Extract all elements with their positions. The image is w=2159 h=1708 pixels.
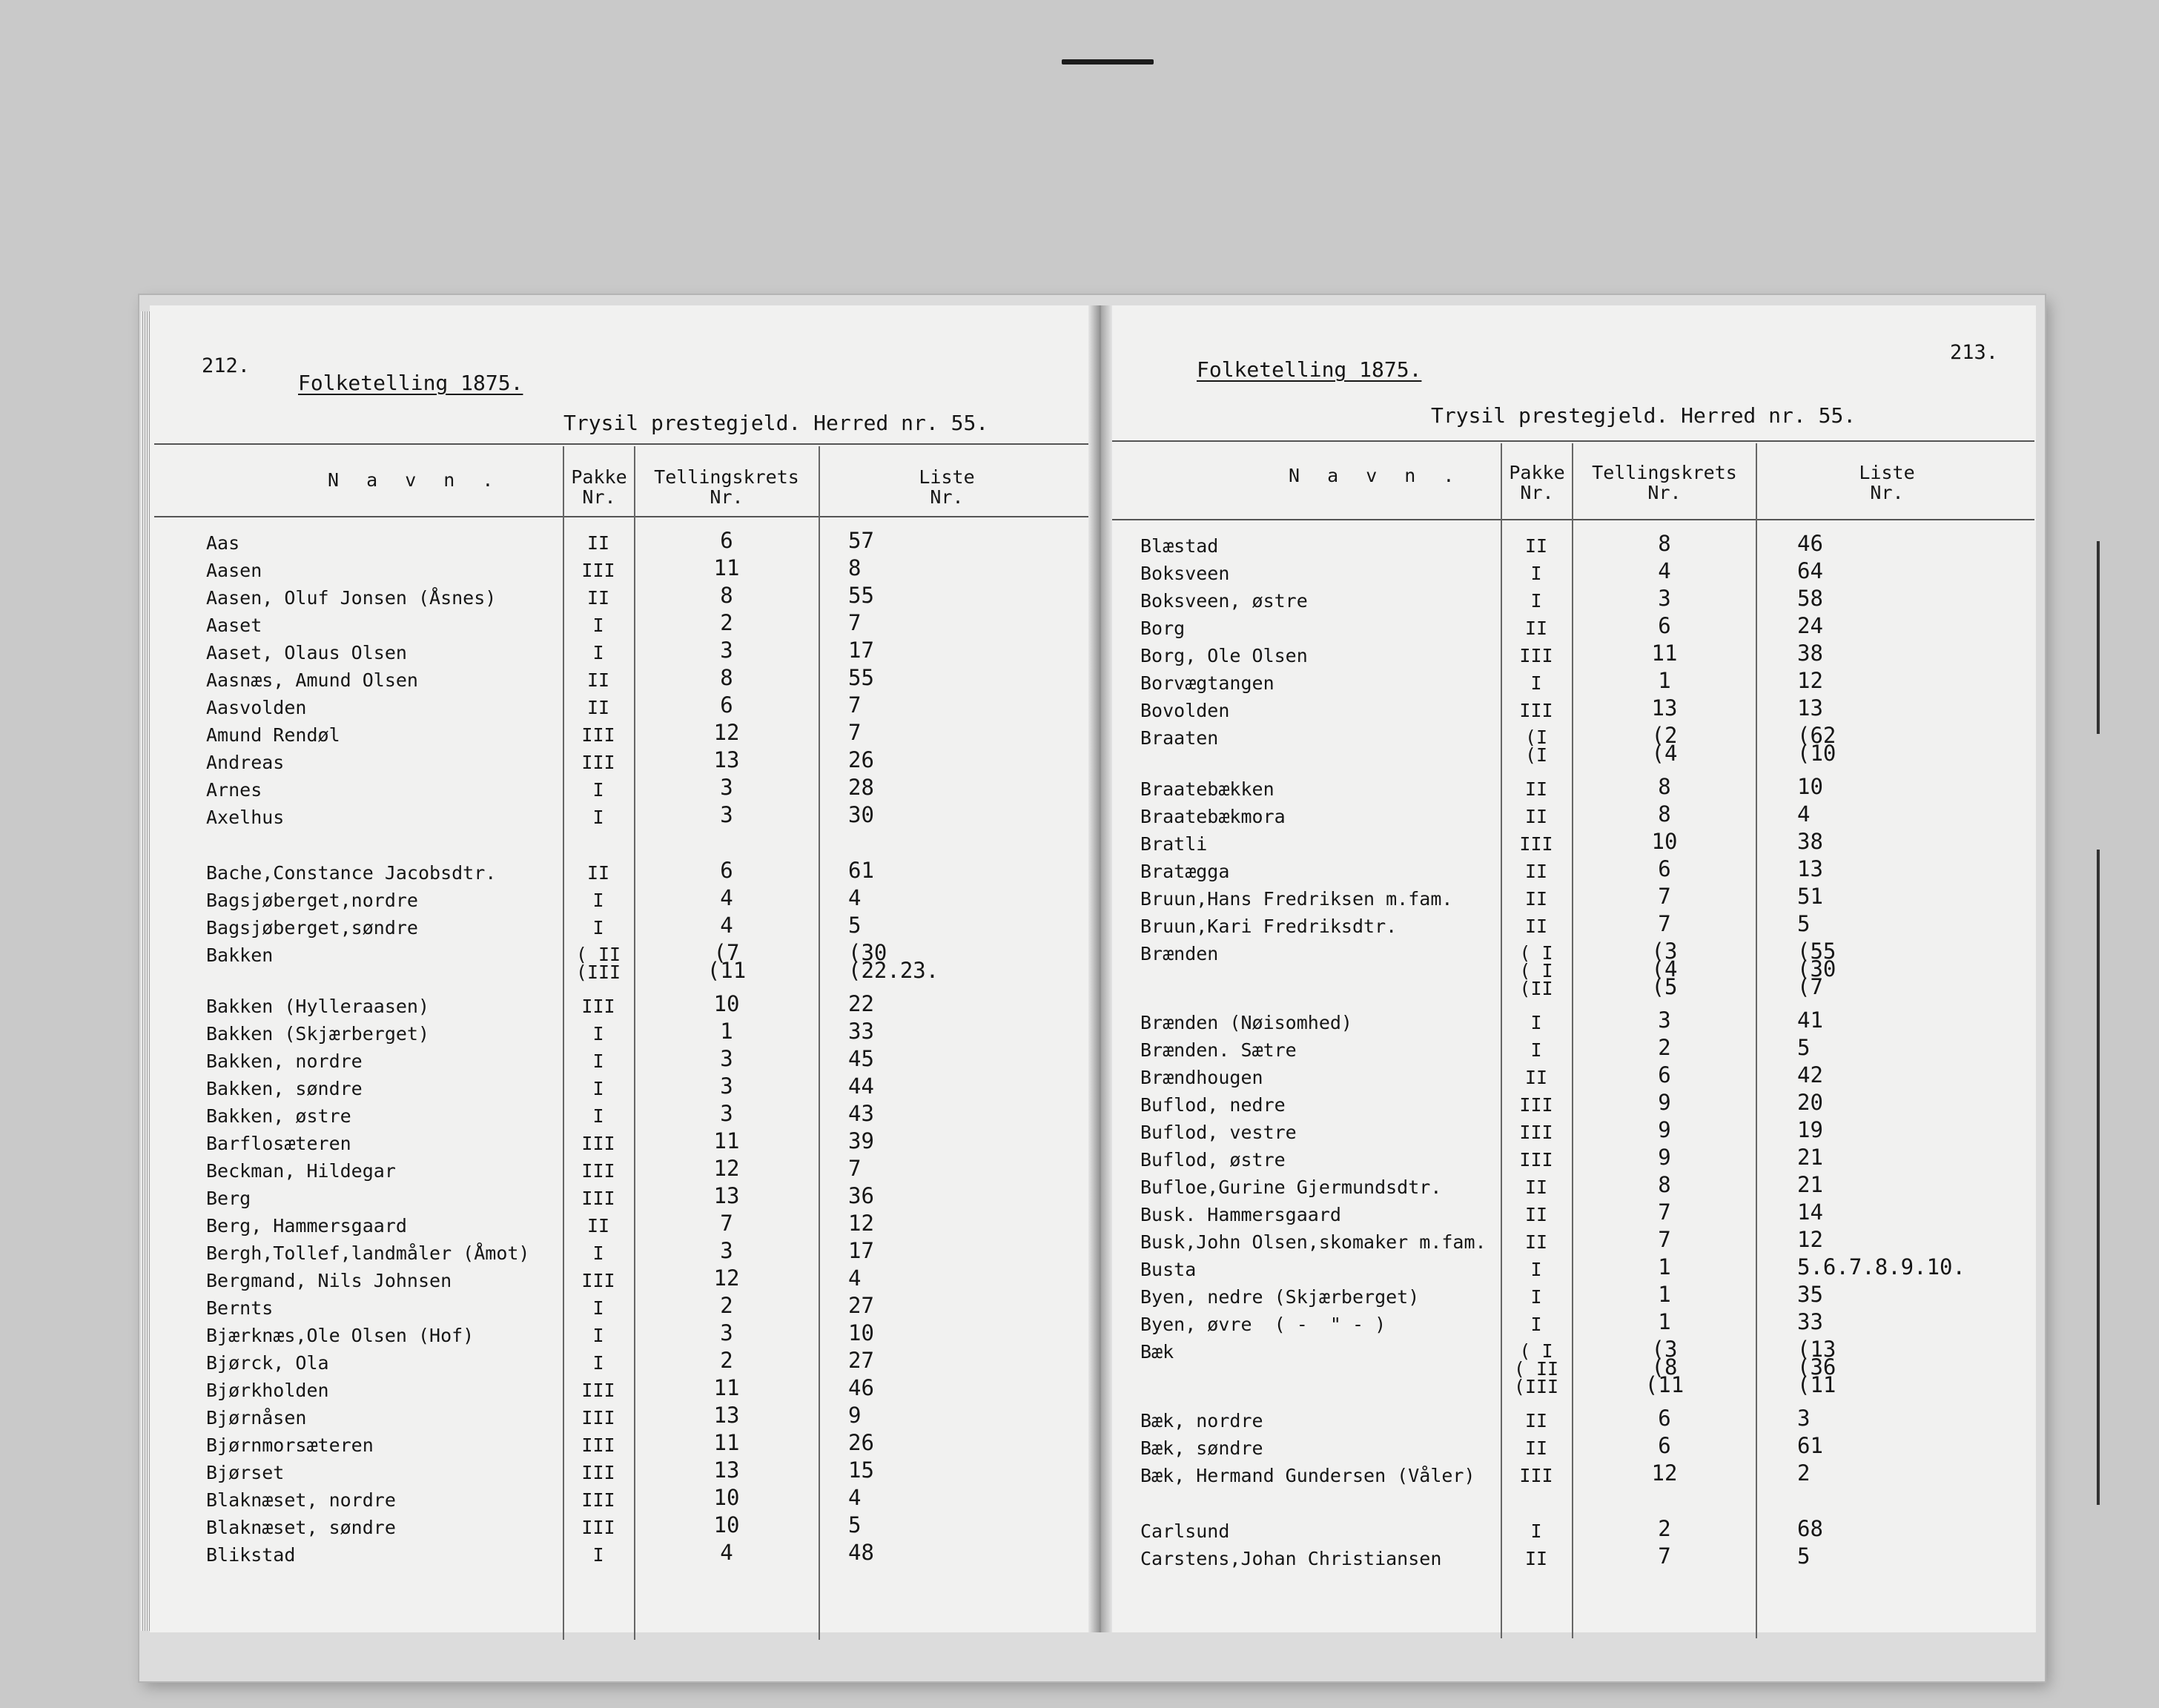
cell-pakke: ( II (III <box>575 944 621 983</box>
cell-krets: (3 (8 (11 <box>1644 1337 1684 1397</box>
cell-krets: 13 <box>713 1457 740 1483</box>
cell-name: Bergh,Tollef,landmåler (Åmot) <box>206 1242 530 1264</box>
cell-pakke: I <box>592 890 604 911</box>
cell-pakke: II <box>586 532 610 554</box>
cell-krets: 2 <box>720 610 733 635</box>
cell-name: Bakken, søndre <box>206 1078 363 1099</box>
cell-liste: 15 <box>848 1457 874 1483</box>
cell-liste: 27 <box>848 1348 874 1373</box>
cell-liste: 4 <box>848 1265 862 1291</box>
cell-liste: 12 <box>1797 1227 1823 1252</box>
cell-name: Bruun,Hans Fredriksen m.fam. <box>1140 888 1453 910</box>
cell-liste: 13 <box>1797 695 1823 721</box>
cell-pakke: II <box>586 669 610 691</box>
cell-liste: 38 <box>1797 640 1823 666</box>
cell-pakke: II <box>1524 1548 1548 1569</box>
cell-pakke: II <box>1524 1204 1548 1225</box>
cell-name: Carlsund <box>1140 1520 1230 1542</box>
cell-krets: 13 <box>713 747 740 772</box>
cell-liste: 64 <box>1797 558 1823 583</box>
cell-liste: 7 <box>848 692 862 718</box>
cell-pakke: III <box>1519 1122 1553 1143</box>
cell-liste: 3 <box>1797 1406 1811 1431</box>
cell-liste: 41 <box>1797 1007 1823 1033</box>
cell-liste: 46 <box>848 1375 874 1400</box>
cell-name: Bakken, østre <box>206 1105 351 1127</box>
cell-pakke: II <box>1524 916 1548 937</box>
cell-pakke: I <box>592 1325 604 1346</box>
cell-krets: 11 <box>713 1430 740 1455</box>
cell-liste: 43 <box>848 1101 874 1126</box>
cell-name: Boksveen <box>1140 563 1230 584</box>
cell-liste: 5 <box>848 1512 862 1537</box>
cell-liste: 19 <box>1797 1117 1823 1142</box>
cell-pakke: II <box>1524 1437 1548 1459</box>
cell-pakke: I <box>1530 1039 1542 1061</box>
cell-name: Bruun,Kari Fredriksdtr. <box>1140 916 1398 937</box>
cell-name: Aaset, Olaus Olsen <box>206 642 407 663</box>
cell-krets: 6 <box>1658 1433 1671 1458</box>
cell-krets: 10 <box>713 1512 740 1537</box>
cell-liste: 61 <box>848 858 874 883</box>
cell-name: Bjærknæs,Ole Olsen (Hof) <box>206 1325 475 1346</box>
cell-name: Bjørset <box>206 1462 285 1483</box>
cell-pakke: III <box>1519 645 1553 666</box>
cell-krets: 12 <box>713 720 740 745</box>
cell-pakke: II <box>1524 888 1548 910</box>
cell-krets: 6 <box>720 858 733 883</box>
cell-liste: 61 <box>1797 1433 1823 1458</box>
cell-krets: 10 <box>1651 829 1678 854</box>
cell-name: Boksveen, østre <box>1140 590 1308 612</box>
cell-krets: 1 <box>720 1019 733 1044</box>
cell-krets: 3 <box>720 1238 733 1263</box>
left-page <box>150 305 1100 1632</box>
cell-name: Braatebækken <box>1140 778 1274 800</box>
cell-liste: 10 <box>1797 774 1823 799</box>
cell-name: Bakken (Skjærberget) <box>206 1023 430 1045</box>
cell-krets: 13 <box>713 1403 740 1428</box>
cell-pakke: III <box>581 560 615 581</box>
cell-krets: 10 <box>713 991 740 1016</box>
cell-krets: 2 <box>1658 1516 1671 1541</box>
column-header-liste: Liste Nr. <box>1859 462 1915 503</box>
cell-pakke: II <box>1524 535 1548 557</box>
cell-pakke: III <box>581 1133 615 1154</box>
cell-name: Buflod, østre <box>1140 1149 1286 1171</box>
cell-liste: 20 <box>1797 1090 1823 1115</box>
cell-pakke: III <box>581 1462 615 1483</box>
cell-liste: 13 <box>1797 856 1823 881</box>
cell-liste: 17 <box>848 1238 874 1263</box>
cell-name: Borvægtangen <box>1140 672 1274 694</box>
cell-krets: 3 <box>720 802 733 827</box>
cell-krets: 8 <box>1658 774 1671 799</box>
cell-pakke: I <box>1530 1520 1542 1542</box>
cell-krets: 9 <box>1658 1090 1671 1115</box>
column-header-tellingskrets: Tellingskrets Nr. <box>1592 462 1737 503</box>
cell-name: Blikstad <box>206 1544 296 1566</box>
margin-marks <box>2097 541 2100 1505</box>
cell-krets: 8 <box>720 583 733 608</box>
cell-liste: 55 <box>848 583 874 608</box>
right-page <box>1100 305 2036 1632</box>
cell-liste: 55 <box>848 665 874 690</box>
cell-name: Braaten <box>1140 727 1219 749</box>
cell-liste: 7 <box>848 720 862 745</box>
cell-pakke: II <box>1524 1231 1548 1253</box>
cell-name: Bufloe,Gurine Gjermundsdtr. <box>1140 1176 1442 1198</box>
column-header-pakke: Pakke Nr. <box>571 466 627 508</box>
cell-pakke: II <box>1524 806 1548 827</box>
cell-krets: 3 <box>720 638 733 663</box>
cell-pakke: I <box>1530 1286 1542 1308</box>
cell-krets: 13 <box>1651 695 1678 721</box>
cell-liste: (30 (22.23. <box>848 940 939 983</box>
document-title: Folketelling 1875. <box>1197 357 1422 382</box>
cell-liste: 27 <box>848 1293 874 1318</box>
cell-liste: 5 <box>1797 1543 1811 1569</box>
cell-name: Amund Rendøl <box>206 724 340 746</box>
cell-name: Busta <box>1140 1259 1197 1280</box>
cell-name: Andreas <box>206 752 285 773</box>
column-header-tellingskrets: Tellingskrets Nr. <box>654 466 799 508</box>
header-top-rule <box>1100 440 2034 442</box>
cell-name: Brænden. Sætre <box>1140 1039 1297 1061</box>
cell-name: Buflod, nedre <box>1140 1094 1286 1116</box>
page-number: 212. <box>202 354 251 377</box>
cell-pakke: II <box>1524 1176 1548 1198</box>
cell-name: Buflod, vestre <box>1140 1122 1297 1143</box>
cell-krets: (2 (4 <box>1651 723 1678 766</box>
cell-name: Bæk <box>1140 1341 1174 1363</box>
cell-liste: 46 <box>1797 531 1823 556</box>
cell-liste: 35 <box>1797 1282 1823 1307</box>
cell-krets: 3 <box>720 1046 733 1071</box>
cell-pakke: I <box>592 1105 604 1127</box>
cell-name: Aaset <box>206 615 262 636</box>
cell-pakke: II <box>586 697 610 718</box>
header-bottom-rule <box>1100 519 2034 520</box>
cell-liste: 51 <box>1797 884 1823 909</box>
cell-pakke: II <box>1524 1410 1548 1431</box>
cell-name: Brænden (Nøisomhed) <box>1140 1012 1352 1033</box>
cell-krets: 6 <box>1658 1062 1671 1088</box>
cell-krets: 3 <box>1658 586 1671 611</box>
cell-krets: 2 <box>720 1348 733 1373</box>
cell-pakke: III <box>1519 1149 1553 1171</box>
cell-name: Bjørnmorsæteren <box>206 1434 374 1456</box>
cell-name: Bakken (Hylleraasen) <box>206 996 430 1017</box>
cell-name: Carstens,Johan Christiansen <box>1140 1548 1442 1569</box>
cell-krets: (7 (11 <box>707 940 747 983</box>
cell-pakke: I <box>592 1352 604 1374</box>
book-gutter <box>1088 305 1112 1632</box>
cell-name: Brændhougen <box>1140 1067 1263 1088</box>
cell-krets: 4 <box>720 1540 733 1565</box>
cell-pakke: I <box>592 1023 604 1045</box>
cell-name: Arnes <box>206 779 262 801</box>
cell-krets: 7 <box>1658 911 1671 936</box>
cell-liste: 5.6.7.8.9.10. <box>1797 1254 1965 1280</box>
cell-pakke: III <box>581 1160 615 1182</box>
cell-liste: (13 (36 (11 <box>1797 1337 1836 1397</box>
cell-liste: 48 <box>848 1540 874 1565</box>
cell-liste: 26 <box>848 1430 874 1455</box>
cell-pakke: III <box>1519 1465 1553 1486</box>
cell-krets: 6 <box>1658 1406 1671 1431</box>
cell-liste: 14 <box>1797 1199 1823 1225</box>
cell-liste: 2 <box>1797 1460 1811 1486</box>
cell-krets: 11 <box>713 1128 740 1153</box>
cell-krets: (3 (4 (5 <box>1651 939 1678 999</box>
cell-name: Blaknæset, nordre <box>206 1489 396 1511</box>
cell-pakke: I <box>592 807 604 828</box>
document-subtitle: Trysil prestegjeld. Herred nr. 55. <box>563 411 989 435</box>
cell-pakke: III <box>1519 833 1553 855</box>
cell-krets: 3 <box>720 1073 733 1099</box>
cell-krets: 11 <box>713 555 740 580</box>
cell-krets: 6 <box>1658 613 1671 638</box>
cell-liste: 8 <box>848 555 862 580</box>
cell-pakke: II <box>1524 1067 1548 1088</box>
cell-pakke: II <box>586 862 610 884</box>
cell-krets: 3 <box>1658 1007 1671 1033</box>
cell-pakke: I <box>592 642 604 663</box>
column-header-pakke: Pakke Nr. <box>1509 462 1565 503</box>
cell-liste: 26 <box>848 747 874 772</box>
cell-krets: 4 <box>720 913 733 938</box>
cell-name: Bernts <box>206 1297 274 1319</box>
cell-krets: 8 <box>1658 1172 1671 1197</box>
cell-liste: 24 <box>1797 613 1823 638</box>
cell-pakke: II <box>1524 861 1548 882</box>
cell-krets: 7 <box>720 1211 733 1236</box>
cell-krets: 12 <box>713 1265 740 1291</box>
cell-krets: 1 <box>1658 668 1671 693</box>
cell-krets: 3 <box>720 1320 733 1345</box>
page-number: 213. <box>1950 341 1999 364</box>
cell-name: Bovolden <box>1140 700 1230 721</box>
cell-name: Blæstad <box>1140 535 1219 557</box>
cell-liste: 5 <box>1797 911 1811 936</box>
cell-krets: 4 <box>720 885 733 910</box>
cell-liste: 44 <box>848 1073 874 1099</box>
cell-krets: 9 <box>1658 1145 1671 1170</box>
cell-krets: 6 <box>720 528 733 553</box>
cell-pakke: I <box>1530 563 1542 584</box>
cell-name: Busk. Hammersgaard <box>1140 1204 1341 1225</box>
cell-name: Bache,Constance Jacobsdtr. <box>206 862 497 884</box>
cell-pakke: I <box>592 1242 604 1264</box>
cell-krets: 6 <box>1658 856 1671 881</box>
cell-krets: 7 <box>1658 884 1671 909</box>
cell-name: Berg <box>206 1188 251 1209</box>
cell-liste: 4 <box>1797 801 1811 827</box>
cell-liste: (62 (10 <box>1797 723 1836 766</box>
cell-name: Bæk, Hermand Gundersen (Våler) <box>1140 1465 1475 1486</box>
cell-pakke: I <box>592 1297 604 1319</box>
cell-name: Aasvolden <box>206 697 307 718</box>
cell-liste: 30 <box>848 802 874 827</box>
cell-krets: 1 <box>1658 1254 1671 1280</box>
cell-pakke: III <box>581 724 615 746</box>
cell-pakke: III <box>1519 1094 1553 1116</box>
top-scan-mark <box>1062 59 1154 64</box>
cell-liste: 42 <box>1797 1062 1823 1088</box>
cell-name: Bæk, søndre <box>1140 1437 1263 1459</box>
cell-pakke: I <box>592 1050 604 1072</box>
cell-pakke: III <box>581 1188 615 1209</box>
cell-krets: 4 <box>1658 558 1671 583</box>
cell-krets: 9 <box>1658 1117 1671 1142</box>
cell-krets: 6 <box>720 692 733 718</box>
cell-liste: 17 <box>848 638 874 663</box>
cell-name: Aasnæs, Amund Olsen <box>206 669 418 691</box>
cell-krets: 10 <box>713 1485 740 1510</box>
cell-pakke: I <box>592 779 604 801</box>
cell-liste: 10 <box>848 1320 874 1345</box>
cell-liste: 5 <box>1797 1035 1811 1060</box>
cell-krets: 2 <box>1658 1035 1671 1060</box>
cell-name: Barflosæteren <box>206 1133 351 1154</box>
cell-pakke: I <box>592 1544 604 1566</box>
cell-name: Byen, øvre ( - " - ) <box>1140 1314 1386 1335</box>
cell-name: Bjørkholden <box>206 1380 329 1401</box>
cell-name: Bratægga <box>1140 861 1230 882</box>
cell-liste: 21 <box>1797 1172 1823 1197</box>
cell-pakke: I <box>592 1078 604 1099</box>
cell-name: Bagsjøberget,søndre <box>206 917 418 939</box>
cell-name: Bjørnåsen <box>206 1407 307 1429</box>
cell-liste: 36 <box>848 1183 874 1208</box>
cell-pakke: I <box>592 615 604 636</box>
cell-pakke: I <box>1530 1314 1542 1335</box>
cell-name: Bergmand, Nils Johnsen <box>206 1270 452 1291</box>
cell-liste: (55 (30 (7 <box>1797 939 1836 999</box>
cell-liste: 22 <box>848 991 874 1016</box>
cell-krets: 1 <box>1658 1282 1671 1307</box>
cell-name: Bakken, nordre <box>206 1050 363 1072</box>
cell-liste: 33 <box>848 1019 874 1044</box>
cell-name: Axelhus <box>206 807 285 828</box>
document-title: Folketelling 1875. <box>298 371 523 395</box>
cell-pakke: ( I ( II (III <box>1513 1340 1559 1397</box>
cell-pakke: III <box>581 1270 615 1291</box>
cell-name: Busk,John Olsen,skomaker m.fam. <box>1140 1231 1487 1253</box>
document-subtitle: Trysil prestegjeld. Herred nr. 55. <box>1431 403 1857 428</box>
cell-liste: 28 <box>848 775 874 800</box>
cell-name: Borg <box>1140 618 1186 639</box>
cell-name: Bjørck, Ola <box>206 1352 329 1374</box>
cell-krets: 8 <box>1658 531 1671 556</box>
cell-liste: 5 <box>848 913 862 938</box>
cell-name: Aasen, Oluf Jonsen (Åsnes) <box>206 587 497 609</box>
cell-krets: 3 <box>720 775 733 800</box>
cell-liste: 38 <box>1797 829 1823 854</box>
cell-pakke: III <box>581 1517 615 1538</box>
cell-krets: 2 <box>720 1293 733 1318</box>
cell-krets: 11 <box>1651 640 1678 666</box>
cell-name: Beckman, Hildegar <box>206 1160 396 1182</box>
cell-pakke: III <box>581 1380 615 1401</box>
cell-krets: 13 <box>713 1183 740 1208</box>
cell-krets: 7 <box>1658 1543 1671 1569</box>
cell-name: Bæk, nordre <box>1140 1410 1263 1431</box>
cell-pakke: III <box>581 1407 615 1429</box>
cell-krets: 3 <box>720 1101 733 1126</box>
cell-name: Byen, nedre (Skjærberget) <box>1140 1286 1420 1308</box>
cell-pakke: III <box>581 1489 615 1511</box>
cell-liste: 68 <box>1797 1516 1823 1541</box>
cell-name: Blaknæset, søndre <box>206 1517 396 1538</box>
cell-liste: 45 <box>848 1046 874 1071</box>
cell-pakke: III <box>581 752 615 773</box>
cell-pakke: III <box>581 996 615 1017</box>
cell-krets: 11 <box>713 1375 740 1400</box>
cell-pakke: I <box>1530 1259 1542 1280</box>
cell-name: Aasen <box>206 560 262 581</box>
cell-liste: 57 <box>848 528 874 553</box>
cell-liste: 58 <box>1797 586 1823 611</box>
cell-krets: 12 <box>713 1156 740 1181</box>
cell-krets: 1 <box>1658 1309 1671 1334</box>
cell-pakke: ( I ( I (II <box>1519 942 1553 999</box>
cell-pakke: I <box>592 917 604 939</box>
cell-pakke: III <box>1519 700 1553 721</box>
cell-liste: 12 <box>848 1211 874 1236</box>
cell-liste: 33 <box>1797 1309 1823 1334</box>
cell-pakke: I <box>1530 590 1542 612</box>
cell-liste: 12 <box>1797 668 1823 693</box>
cell-liste: 7 <box>848 610 862 635</box>
column-header-liste: Liste Nr. <box>919 466 975 508</box>
cell-pakke: II <box>586 587 610 609</box>
cell-liste: 7 <box>848 1156 862 1181</box>
cell-pakke: (I (I <box>1524 726 1548 766</box>
cell-liste: 39 <box>848 1128 874 1153</box>
cell-pakke: II <box>1524 618 1548 639</box>
cell-krets: 8 <box>1658 801 1671 827</box>
cell-name: Bratli <box>1140 833 1208 855</box>
cell-liste: 21 <box>1797 1145 1823 1170</box>
cell-krets: 8 <box>720 665 733 690</box>
cell-liste: 9 <box>848 1403 862 1428</box>
cell-pakke: I <box>1530 1012 1542 1033</box>
cell-pakke: III <box>581 1434 615 1456</box>
cell-name: Brænden <box>1140 943 1219 964</box>
cell-pakke: II <box>586 1215 610 1237</box>
header-top-rule <box>154 443 1097 445</box>
cell-name: Aas <box>206 532 240 554</box>
cell-name: Braatebækmora <box>1140 806 1286 827</box>
cell-krets: 7 <box>1658 1199 1671 1225</box>
cell-pakke: II <box>1524 778 1548 800</box>
header-bottom-rule <box>154 516 1097 517</box>
cell-name: Berg, Hammersgaard <box>206 1215 407 1237</box>
column-header-navn: N a v n . <box>328 469 502 491</box>
cell-krets: 12 <box>1651 1460 1678 1486</box>
cell-name: Bagsjøberget,nordre <box>206 890 418 911</box>
cell-liste: 4 <box>848 885 862 910</box>
column-header-navn: N a v n . <box>1289 465 1463 486</box>
cell-liste: 4 <box>848 1485 862 1510</box>
cell-name: Bakken <box>206 944 274 966</box>
cell-krets: 7 <box>1658 1227 1671 1252</box>
cell-name: Borg, Ole Olsen <box>1140 645 1308 666</box>
cell-pakke: I <box>1530 672 1542 694</box>
